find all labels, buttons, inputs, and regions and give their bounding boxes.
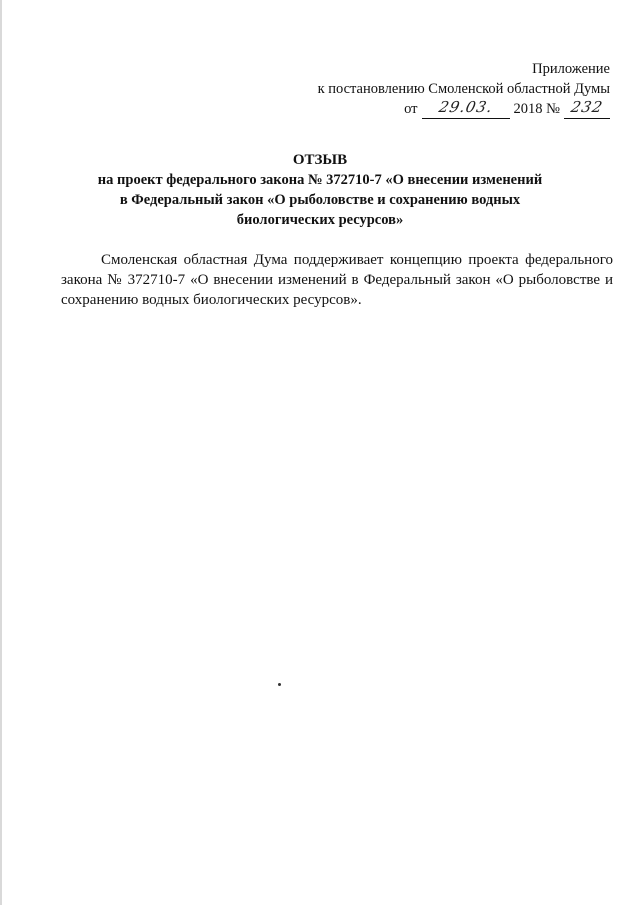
document-title (60, 150, 580, 230)
scan-speck (278, 683, 281, 686)
body-paragraph: Смоленская областная Дума поддерживает концепцию проекта федерального закона № 372710-7 «О внесении изменений в Федеральный закон «О рыболовстве и сохранению водных биологических ресурсов». (61, 252, 613, 308)
appendix-date-line (210, 99, 610, 119)
title-line-2: в Федеральный закон «О рыболовстве и сохранению водных (119, 192, 521, 208)
title-heading: ОТЗЫВ (292, 152, 348, 168)
handwritten-number: 232 (569, 98, 605, 116)
date-prefix: от (404, 101, 418, 117)
year-and-number-label: 2018 № (513, 101, 560, 117)
handwritten-date: 29.03. (436, 98, 495, 116)
appendix-resolution-ref: к постановлению Смоленской областной Думы (317, 81, 610, 97)
title-line-3: биологических ресурсов» (236, 212, 404, 228)
date-field (422, 98, 510, 119)
scan-edge (0, 0, 2, 905)
appendix-label: Приложение (532, 61, 610, 77)
number-field (564, 98, 610, 119)
appendix-header (210, 59, 610, 119)
title-line-1: на проект федерального закона № 372710-7 «О внесении изменений (97, 172, 543, 188)
